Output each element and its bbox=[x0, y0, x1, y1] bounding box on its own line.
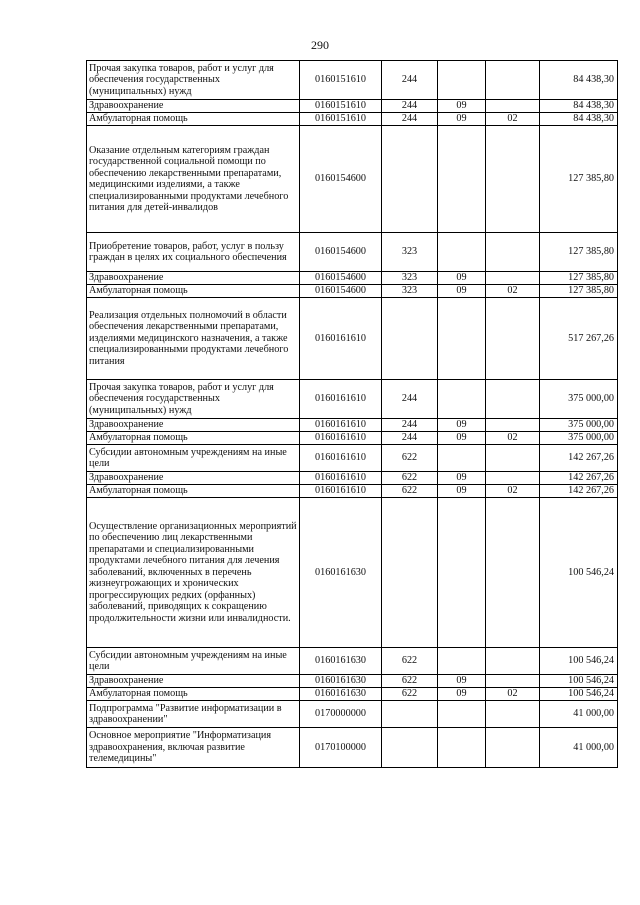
row-name-cell: Приобретение товаров, работ, услуг в пользу граждан в целях их социального обеспечения bbox=[87, 233, 300, 272]
row-csr-cell: 0160161630 bbox=[300, 675, 382, 688]
row-name-cell: Субсидии автономным учреждениям на иные цели bbox=[87, 648, 300, 675]
row-csr-cell: 0160154600 bbox=[300, 126, 382, 233]
row-sum-cell: 142 267,26 bbox=[540, 445, 618, 472]
row-vr-cell: 622 bbox=[382, 445, 438, 472]
table-row bbox=[87, 688, 618, 701]
table-row bbox=[87, 285, 618, 298]
row-name-cell: Прочая закупка товаров, работ и услуг для обеспечения государственных (муниципальных) нужд bbox=[87, 61, 300, 100]
row-vr-cell: 244 bbox=[382, 419, 438, 432]
row-sum-cell: 127 385,80 bbox=[540, 233, 618, 272]
row-sum-cell: 100 546,24 bbox=[540, 498, 618, 648]
table-row bbox=[87, 100, 618, 113]
row-sum-cell: 84 438,30 bbox=[540, 113, 618, 126]
row-pr-cell: 02 bbox=[486, 285, 540, 298]
row-name-cell: Здравоохранение bbox=[87, 472, 300, 485]
row-pr-cell: 02 bbox=[486, 432, 540, 445]
row-rz-cell: 09 bbox=[438, 419, 486, 432]
row-pr-cell bbox=[486, 472, 540, 485]
row-rz-cell: 09 bbox=[438, 113, 486, 126]
row-name-cell: Амбулаторная помощь bbox=[87, 688, 300, 701]
row-rz-cell: 09 bbox=[438, 485, 486, 498]
row-csr-cell: 0160161610 bbox=[300, 298, 382, 380]
row-sum-cell: 375 000,00 bbox=[540, 419, 618, 432]
row-rz-cell: 09 bbox=[438, 675, 486, 688]
row-pr-cell bbox=[486, 498, 540, 648]
row-name-cell: Прочая закупка товаров, работ и услуг для обеспечения государственных (муниципальных) нужд bbox=[87, 380, 300, 419]
row-csr-cell: 0160161630 bbox=[300, 648, 382, 675]
row-vr-cell: 622 bbox=[382, 472, 438, 485]
row-vr-cell: 323 bbox=[382, 233, 438, 272]
row-rz-cell: 09 bbox=[438, 100, 486, 113]
row-name-cell: Здравоохранение bbox=[87, 100, 300, 113]
row-csr-cell: 0160154600 bbox=[300, 272, 382, 285]
row-sum-cell: 100 546,24 bbox=[540, 675, 618, 688]
row-sum-cell: 84 438,30 bbox=[540, 100, 618, 113]
row-vr-cell: 323 bbox=[382, 285, 438, 298]
row-csr-cell: 0160151610 bbox=[300, 61, 382, 100]
row-rz-cell bbox=[438, 701, 486, 728]
table-row bbox=[87, 298, 618, 380]
row-pr-cell: 02 bbox=[486, 485, 540, 498]
row-rz-cell: 09 bbox=[438, 272, 486, 285]
table-row bbox=[87, 432, 618, 445]
row-sum-cell: 142 267,26 bbox=[540, 472, 618, 485]
row-vr-cell: 622 bbox=[382, 688, 438, 701]
row-csr-cell: 0160161630 bbox=[300, 688, 382, 701]
row-csr-cell: 0160161610 bbox=[300, 472, 382, 485]
row-pr-cell: 02 bbox=[486, 113, 540, 126]
row-vr-cell bbox=[382, 126, 438, 233]
row-name-cell: Здравоохранение bbox=[87, 675, 300, 688]
budget-table-body bbox=[87, 61, 618, 768]
row-pr-cell bbox=[486, 419, 540, 432]
row-name-cell: Реализация отдельных полномочий в области обеспечения лекарственными препаратами, изделиями медицинского назначения, а также специализированными продуктами лечебного питания bbox=[87, 298, 300, 380]
row-csr-cell: 0160161610 bbox=[300, 432, 382, 445]
row-sum-cell: 84 438,30 bbox=[540, 61, 618, 100]
table-row bbox=[87, 126, 618, 233]
row-rz-cell: 09 bbox=[438, 472, 486, 485]
table-row bbox=[87, 233, 618, 272]
row-vr-cell: 622 bbox=[382, 485, 438, 498]
row-sum-cell: 127 385,80 bbox=[540, 126, 618, 233]
row-rz-cell: 09 bbox=[438, 285, 486, 298]
row-rz-cell bbox=[438, 298, 486, 380]
row-pr-cell bbox=[486, 126, 540, 233]
row-csr-cell: 0160154600 bbox=[300, 285, 382, 298]
row-pr-cell bbox=[486, 380, 540, 419]
row-rz-cell bbox=[438, 498, 486, 648]
row-rz-cell bbox=[438, 380, 486, 419]
row-rz-cell bbox=[438, 126, 486, 233]
row-name-cell: Здравоохранение bbox=[87, 272, 300, 285]
row-vr-cell bbox=[382, 701, 438, 728]
row-rz-cell: 09 bbox=[438, 688, 486, 701]
table-row bbox=[87, 701, 618, 728]
row-vr-cell: 244 bbox=[382, 100, 438, 113]
table-row bbox=[87, 380, 618, 419]
table-row bbox=[87, 61, 618, 100]
row-csr-cell: 0160161610 bbox=[300, 445, 382, 472]
row-vr-cell: 244 bbox=[382, 380, 438, 419]
row-rz-cell bbox=[438, 445, 486, 472]
row-name-cell: Подпрограмма "Развитие информатизации в здравоохранении" bbox=[87, 701, 300, 728]
row-csr-cell: 0160161610 bbox=[300, 419, 382, 432]
row-pr-cell bbox=[486, 100, 540, 113]
table-row bbox=[87, 472, 618, 485]
row-vr-cell: 244 bbox=[382, 432, 438, 445]
table-row bbox=[87, 113, 618, 126]
row-vr-cell bbox=[382, 498, 438, 648]
row-csr-cell: 0160161610 bbox=[300, 485, 382, 498]
table-row bbox=[87, 419, 618, 432]
row-name-cell: Амбулаторная помощь bbox=[87, 432, 300, 445]
row-rz-cell bbox=[438, 233, 486, 272]
row-vr-cell: 622 bbox=[382, 648, 438, 675]
row-csr-cell: 0160151610 bbox=[300, 100, 382, 113]
row-name-cell: Оказание отдельным категориям граждан государственной социальной помощи по обеспечению лекарственными препаратами, медицинскими изделиями, а также специализированными продуктами лечебного питания для детей-инвалидов bbox=[87, 126, 300, 233]
row-pr-cell: 02 bbox=[486, 688, 540, 701]
row-rz-cell bbox=[438, 728, 486, 768]
page-number: 290 bbox=[311, 38, 329, 52]
row-pr-cell bbox=[486, 675, 540, 688]
table-row bbox=[87, 728, 618, 768]
row-pr-cell bbox=[486, 728, 540, 768]
row-vr-cell: 622 bbox=[382, 675, 438, 688]
row-pr-cell bbox=[486, 648, 540, 675]
row-name-cell: Осуществление организационных мероприятий по обеспечению лиц лекарственными препаратами и специализированными продуктами лечебного питания для лечения заболеваний, включенных в перечень жизнеугрожающих и хронических прогрессирующих редких (орфанных) заболеваний, приводящих к сокращению продолжительности жизни или инвалидности. bbox=[87, 498, 300, 648]
row-name-cell: Здравоохранение bbox=[87, 419, 300, 432]
budget-table bbox=[86, 60, 618, 768]
row-sum-cell: 375 000,00 bbox=[540, 432, 618, 445]
row-name-cell: Основное мероприятие "Информатизация здравоохранения, включая развитие телемедицины" bbox=[87, 728, 300, 768]
row-pr-cell bbox=[486, 445, 540, 472]
row-rz-cell: 09 bbox=[438, 432, 486, 445]
row-vr-cell bbox=[382, 298, 438, 380]
row-rz-cell bbox=[438, 648, 486, 675]
row-sum-cell: 100 546,24 bbox=[540, 688, 618, 701]
row-vr-cell: 323 bbox=[382, 272, 438, 285]
row-name-cell: Амбулаторная помощь bbox=[87, 485, 300, 498]
row-sum-cell: 127 385,80 bbox=[540, 272, 618, 285]
row-sum-cell: 142 267,26 bbox=[540, 485, 618, 498]
row-csr-cell: 0170000000 bbox=[300, 701, 382, 728]
row-pr-cell bbox=[486, 61, 540, 100]
table-row bbox=[87, 272, 618, 285]
row-sum-cell: 41 000,00 bbox=[540, 701, 618, 728]
table-row bbox=[87, 445, 618, 472]
row-rz-cell bbox=[438, 61, 486, 100]
row-pr-cell bbox=[486, 298, 540, 380]
row-name-cell: Амбулаторная помощь bbox=[87, 285, 300, 298]
row-sum-cell: 100 546,24 bbox=[540, 648, 618, 675]
table-row bbox=[87, 675, 618, 688]
row-csr-cell: 0160161610 bbox=[300, 380, 382, 419]
row-sum-cell: 517 267,26 bbox=[540, 298, 618, 380]
row-pr-cell bbox=[486, 272, 540, 285]
row-pr-cell bbox=[486, 233, 540, 272]
table-row bbox=[87, 498, 618, 648]
row-name-cell: Амбулаторная помощь bbox=[87, 113, 300, 126]
row-csr-cell: 0170100000 bbox=[300, 728, 382, 768]
row-pr-cell bbox=[486, 701, 540, 728]
row-sum-cell: 127 385,80 bbox=[540, 285, 618, 298]
table-row bbox=[87, 485, 618, 498]
row-vr-cell: 244 bbox=[382, 113, 438, 126]
row-vr-cell bbox=[382, 728, 438, 768]
row-csr-cell: 0160161630 bbox=[300, 498, 382, 648]
row-vr-cell: 244 bbox=[382, 61, 438, 100]
row-csr-cell: 0160154600 bbox=[300, 233, 382, 272]
row-sum-cell: 375 000,00 bbox=[540, 380, 618, 419]
row-sum-cell: 41 000,00 bbox=[540, 728, 618, 768]
table-row bbox=[87, 648, 618, 675]
row-name-cell: Субсидии автономным учреждениям на иные цели bbox=[87, 445, 300, 472]
row-csr-cell: 0160151610 bbox=[300, 113, 382, 126]
